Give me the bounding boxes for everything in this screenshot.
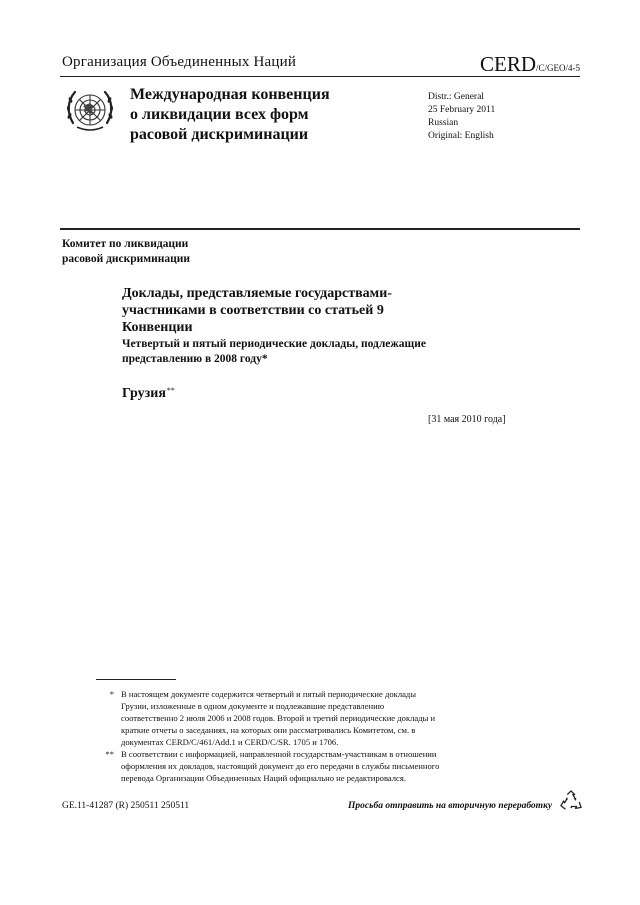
footnote-mark: ** [166, 386, 175, 395]
footnote-1 [121, 688, 521, 748]
subtitle-line: представлению в 2008 году* [122, 353, 268, 365]
footnote-separator [96, 679, 176, 680]
reports-title-line: участниками в соответствии со статьей 9 Конвенции [122, 303, 384, 335]
footnote-line: краткие отчеты о заседаниях, на которых они рассматривались Комитетом, см. в [121, 725, 416, 735]
convention-title-line: о ликвидации всех форм [130, 106, 309, 123]
distribution-info [428, 91, 495, 143]
document-symbol [480, 52, 580, 77]
subtitle-line: Четвертый и пятый периодические доклады, подлежащие [122, 338, 426, 350]
date-line: 25 February 2011 [428, 105, 496, 115]
committee-name [62, 237, 190, 267]
convention-title-line: расовой дискриминации [130, 126, 309, 143]
organization-name: Организация Объединенных Наций [62, 54, 297, 70]
footnote-mark: * [109, 689, 114, 699]
footnote-line: оформления их докладов, настоящий документ до его передачи в службы письменного [121, 761, 440, 771]
header-bottom-rule [60, 228, 580, 230]
recycle-icon [560, 790, 582, 812]
footnote-line: документах CERD/C/461/Add.1 и CERD/C/SR. 1705 и 1706. [121, 737, 339, 747]
country-heading [122, 386, 175, 402]
original-line: Original: English [428, 131, 494, 141]
footnote-2 [121, 748, 521, 784]
convention-title [130, 85, 370, 145]
reports-subtitle [122, 337, 502, 367]
distr-line: Distr.: General [428, 92, 484, 102]
job-number: GE.11-41287 (R) 250511 250511 [62, 801, 190, 811]
committee-line: Комитет по ликвидации [62, 238, 189, 250]
footnote-line: В соответствии с информацией, направленной государствам-участникам в отношении [121, 749, 437, 759]
footnote-mark: ** [105, 749, 114, 759]
country-name: Грузия [122, 386, 166, 401]
recycle-notice: Просьба отправить на вторичную переработку [348, 801, 553, 811]
symbol-sub: /C/GEO/4-5 [536, 63, 580, 73]
footnote-line: перевода Организации Объединенных Наций официально не редактировался. [121, 773, 406, 783]
footnote-line: Грузии, изложенные в одном документе и подлежавшие представлению [121, 701, 385, 711]
header-rule [60, 76, 580, 77]
reports-title [122, 285, 442, 336]
language-line: Russian [428, 118, 459, 128]
un-emblem-icon [63, 83, 117, 137]
symbol-main: CERD [479, 52, 536, 76]
footnote-line: В настоящем документе содержится четвертый и пятый периодические доклады [121, 689, 417, 699]
submission-date: [31 мая 2010 года] [428, 414, 506, 425]
committee-line: расовой дискриминации [62, 253, 191, 265]
convention-title-line: Международная конвенция [130, 86, 330, 103]
footnote-line: соответственно 2 июля 2006 и 2008 годов. Второй и третий периодические доклады и [121, 713, 436, 723]
reports-title-line: Доклады, представляемые государствами- [122, 286, 392, 301]
